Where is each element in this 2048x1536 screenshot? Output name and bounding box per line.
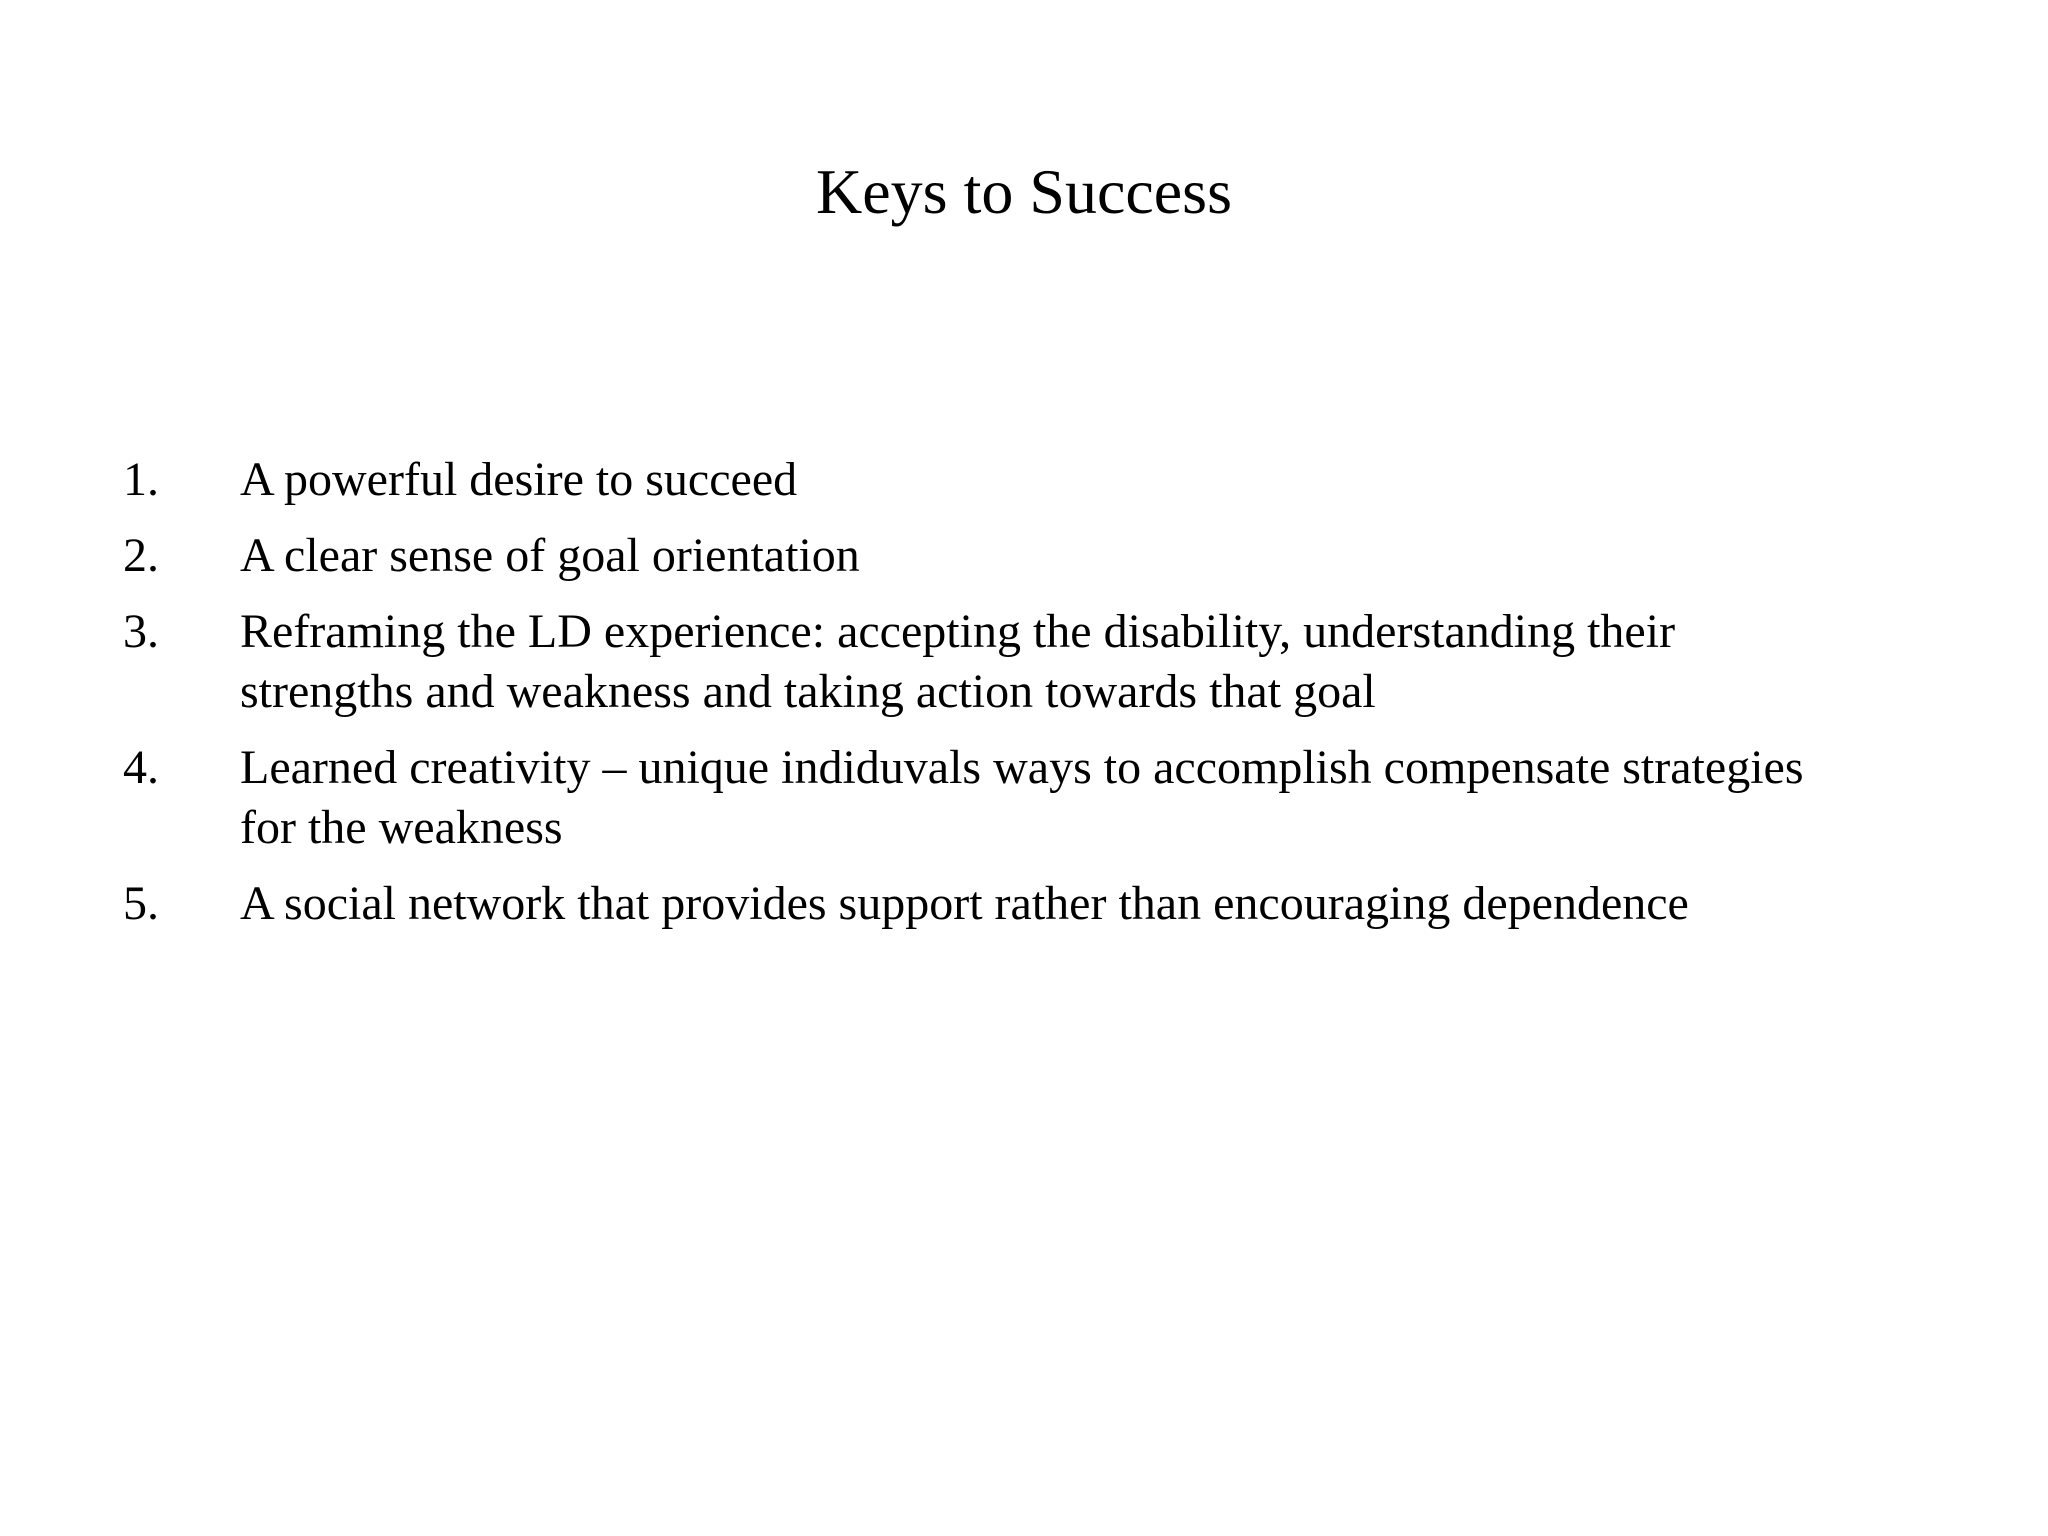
list-item-text — [240, 526, 1960, 586]
list-item-line: A social network that provides support rather than encouraging dependence — [240, 877, 1689, 930]
list-item-number: 1. — [123, 453, 159, 506]
list-item-line: Learned creativity – unique indiduvals ways to accomplish compensate strategies — [240, 741, 1804, 794]
list-item-number: 3. — [123, 605, 159, 658]
list-item-number: 5. — [123, 877, 159, 930]
list-item-line: for the weakness — [240, 801, 563, 854]
list-item-text — [240, 738, 1960, 858]
list-item-line: A clear sense of goal orientation — [240, 529, 860, 582]
list-item-number: 4. — [123, 741, 159, 794]
list-item-number: 2. — [123, 529, 159, 582]
list-item-text — [240, 450, 1960, 510]
list-item-line: strengths and weakness and taking action towards that goal — [240, 665, 1376, 718]
list-item-text — [240, 602, 1960, 722]
list-item-line: A powerful desire to succeed — [240, 453, 798, 506]
slide-title: Keys to Success — [816, 156, 1232, 227]
list-item-line: Reframing the LD experience: accepting the disability, understanding their — [240, 605, 1676, 658]
list-item-text — [240, 874, 1960, 934]
